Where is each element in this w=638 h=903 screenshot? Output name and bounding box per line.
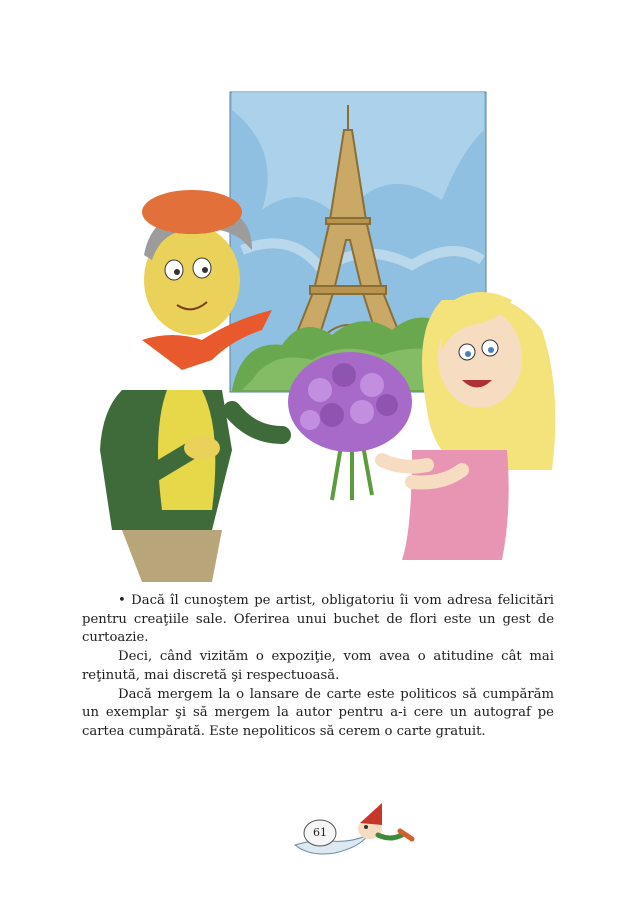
illustration-artist-girl-eiffel [82,90,562,582]
flower-bouquet [288,352,412,500]
illustration [82,90,562,582]
paragraph-1: • Dacă îl cunoştem pe artist, obligatoriu îi vom adresa felicitări pentru creaţiile sale. Oferirea unui buchet de flori este un gest de curtoazie. [82,593,554,646]
page-number-decoration [290,795,420,860]
paragraph-3: Dacă mergem la o lansare de carte este politicos să cumpărăm un exemplar şi să mergem la autor pentru a-i cere un autograf pe cartea cumpărată. Este nepoliticos să cerem o carte gratuit. [82,686,554,739]
beret [142,190,242,234]
paragraph-2: Deci, când vizităm o expoziţie, vom avea o atitudine cât mai reţinută, mai discretă şi respectuoasă. [82,649,554,683]
page-number: 61 [313,826,327,839]
body-text [82,592,554,742]
